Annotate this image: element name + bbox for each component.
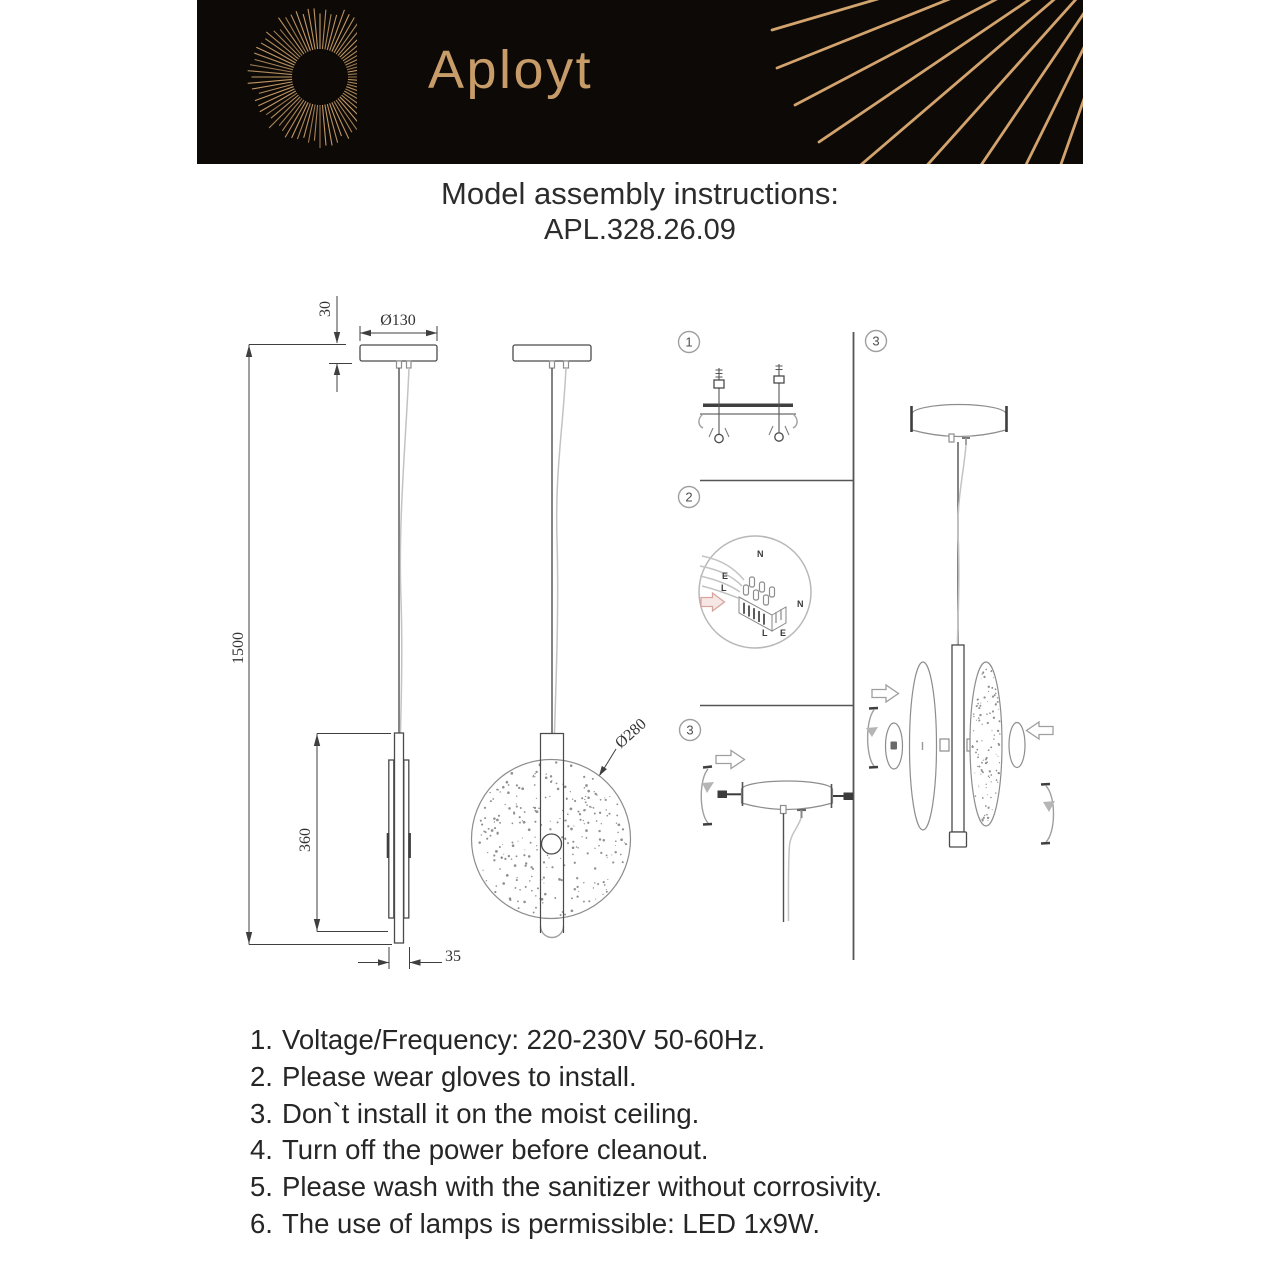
wire-label-l-bottom: L [762, 628, 768, 638]
wire-label-n-top: N [757, 549, 764, 559]
dimension-280 [599, 715, 650, 776]
insert-arrow-icon [701, 593, 725, 611]
step3-assembly-diagram [866, 405, 1055, 848]
terminal-block [739, 577, 786, 631]
list-item-text: The use of lamps is permissible: LED 1x9W. [282, 1207, 820, 1239]
instructions-list [250, 1022, 1083, 1243]
wire-label-n-right: N [797, 599, 804, 609]
list-item-number: 6. [250, 1207, 273, 1239]
assembly-dividers [700, 332, 854, 960]
speckled-disc [970, 662, 1002, 826]
lock-ring-right [1009, 723, 1025, 768]
direction-arrow-left-icon [1027, 722, 1054, 739]
wire-label-l-left: L [721, 583, 727, 593]
dim-label-130: Ø130 [380, 312, 416, 329]
step2-wiring-diagram [699, 536, 811, 648]
rotate-arrow-bottom-icon [1046, 786, 1054, 842]
dimension-130 [360, 312, 437, 341]
step-badges [679, 331, 887, 741]
step2-number: 2 [685, 489, 693, 505]
direction-arrow-right-icon [872, 685, 899, 702]
list-item-number: 2. [250, 1060, 273, 1092]
front-view [472, 345, 631, 938]
step1-bracket-diagram [699, 364, 797, 443]
dim-label-1500: 1500 [230, 632, 247, 664]
list-item-number: 1. [250, 1024, 273, 1055]
list-item [250, 1096, 1083, 1133]
dimension-35 [358, 947, 461, 969]
dimension-360 [297, 734, 391, 932]
list-item [250, 1059, 1083, 1096]
list-item [250, 1132, 1083, 1169]
page-title: Model assembly instructions: [441, 176, 839, 211]
list-item [250, 1169, 1083, 1206]
side-view [360, 345, 437, 943]
dim-label-35: 35 [445, 948, 461, 965]
step3-canopy-diagram [701, 751, 853, 923]
list-item-text: Voltage/Frequency: 220-230V 50-60Hz. [282, 1024, 766, 1055]
list-item-text: Please wash with the sanitizer without corrosivity. [282, 1171, 883, 1202]
rotate-arrow-left-icon [868, 710, 874, 766]
dim-label-30: 30 [317, 301, 334, 317]
model-number: APL.328.26.09 [544, 214, 736, 246]
anchor-screw-right [769, 364, 789, 441]
list-item-number: 5. [250, 1171, 273, 1202]
list-item-text: Turn off the power before cleanout. [282, 1134, 709, 1166]
list-item [250, 1206, 1083, 1243]
wire-label-e-left: E [722, 571, 729, 581]
dim-label-360: 360 [297, 828, 314, 852]
brand-name: Aployt [428, 40, 594, 100]
step1-number: 1 [685, 334, 693, 350]
wire-label-e-bottom: E [780, 628, 787, 638]
list-item-text: Don`t install it on the moist ceiling. [282, 1097, 700, 1129]
lamp-bulb [541, 926, 564, 938]
list-item-text: Please wear gloves to install. [282, 1060, 637, 1092]
list-item [250, 1022, 1083, 1059]
step3-left-number: 3 [686, 722, 694, 738]
direction-arrow-icon [716, 751, 745, 769]
dimension-1500 [230, 345, 392, 945]
dim-label-280: Ø280 [612, 715, 650, 752]
step3-right-number: 3 [872, 333, 880, 349]
list-item-number: 4. [250, 1134, 273, 1166]
shade-center-hole [542, 834, 562, 854]
rotate-arrow-icon [701, 769, 708, 823]
list-item-number: 3. [250, 1097, 273, 1129]
